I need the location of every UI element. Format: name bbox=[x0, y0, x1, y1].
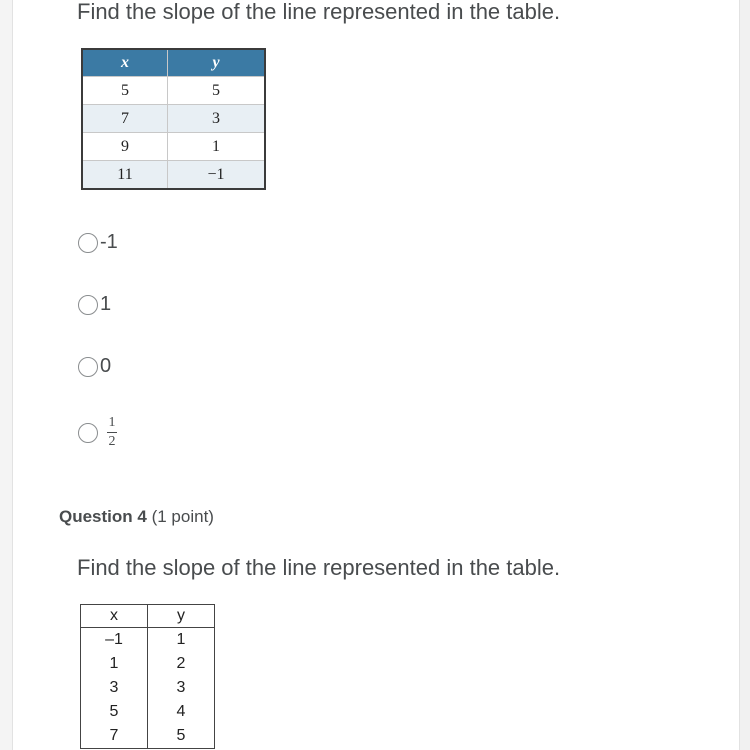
question-points: (1 point) bbox=[151, 507, 214, 526]
cell-x: 1 bbox=[81, 652, 148, 676]
radio-button[interactable] bbox=[78, 423, 98, 443]
table-row bbox=[81, 652, 215, 676]
header-x: x bbox=[81, 605, 148, 628]
choice-option-1[interactable] bbox=[78, 231, 118, 254]
cell-y: 3 bbox=[168, 105, 266, 133]
table-row bbox=[82, 105, 265, 133]
cell-y: 2 bbox=[176, 655, 186, 672]
cell-y: 3 bbox=[176, 679, 186, 696]
table-header-row bbox=[81, 605, 215, 628]
radio-button[interactable] bbox=[78, 233, 98, 253]
question-4-table bbox=[80, 604, 215, 749]
cell-x: –1 bbox=[81, 628, 148, 653]
question-4-header bbox=[59, 507, 214, 527]
fraction-one-half bbox=[107, 416, 117, 449]
header-x: x bbox=[82, 49, 168, 77]
table-row bbox=[82, 161, 265, 190]
table-header-row bbox=[82, 49, 265, 77]
choice-label: -1 bbox=[100, 231, 118, 253]
table-row bbox=[81, 724, 215, 749]
cell-x: 7 bbox=[82, 105, 168, 133]
table-row bbox=[81, 700, 215, 724]
table-row bbox=[82, 133, 265, 161]
left-scroll-rail bbox=[0, 0, 13, 750]
header-y: y bbox=[168, 49, 266, 77]
radio-button[interactable] bbox=[78, 295, 98, 315]
choice-option-4[interactable] bbox=[78, 416, 117, 449]
question-3-table bbox=[81, 48, 266, 190]
question-number: Question 4 bbox=[59, 507, 147, 526]
cell-y: 1 bbox=[168, 133, 266, 161]
cell-y: 1 bbox=[176, 631, 186, 648]
cell-y: 5 bbox=[168, 77, 266, 105]
cell-y: 5 bbox=[176, 727, 186, 744]
cell-x: 5 bbox=[81, 700, 148, 724]
table-row bbox=[81, 676, 215, 700]
cell-y: 4 bbox=[176, 703, 186, 720]
choice-option-3[interactable] bbox=[78, 355, 111, 378]
header-y: y bbox=[148, 605, 215, 628]
question-4-prompt: Find the slope of the line represented in the table. bbox=[77, 555, 561, 580]
cell-x: 3 bbox=[81, 676, 148, 700]
cell-x: 11 bbox=[82, 161, 168, 190]
question-3-prompt: Find the slope of the line represented in the table. bbox=[77, 0, 561, 24]
cell-x: 7 bbox=[81, 724, 148, 749]
table-row bbox=[81, 628, 215, 653]
choice-label: 1 bbox=[100, 293, 112, 315]
choice-label: 0 bbox=[100, 355, 112, 377]
fraction-numerator: 1 bbox=[108, 415, 116, 430]
cell-x: 5 bbox=[82, 77, 168, 105]
cell-y: −1 bbox=[168, 161, 266, 190]
radio-button[interactable] bbox=[78, 357, 98, 377]
fraction-denominator: 2 bbox=[108, 434, 116, 449]
cell-x: 9 bbox=[82, 133, 168, 161]
fraction-bar bbox=[107, 432, 117, 433]
right-scrollbar[interactable] bbox=[739, 0, 750, 750]
table-row bbox=[82, 77, 265, 105]
choice-option-2[interactable] bbox=[78, 293, 111, 316]
